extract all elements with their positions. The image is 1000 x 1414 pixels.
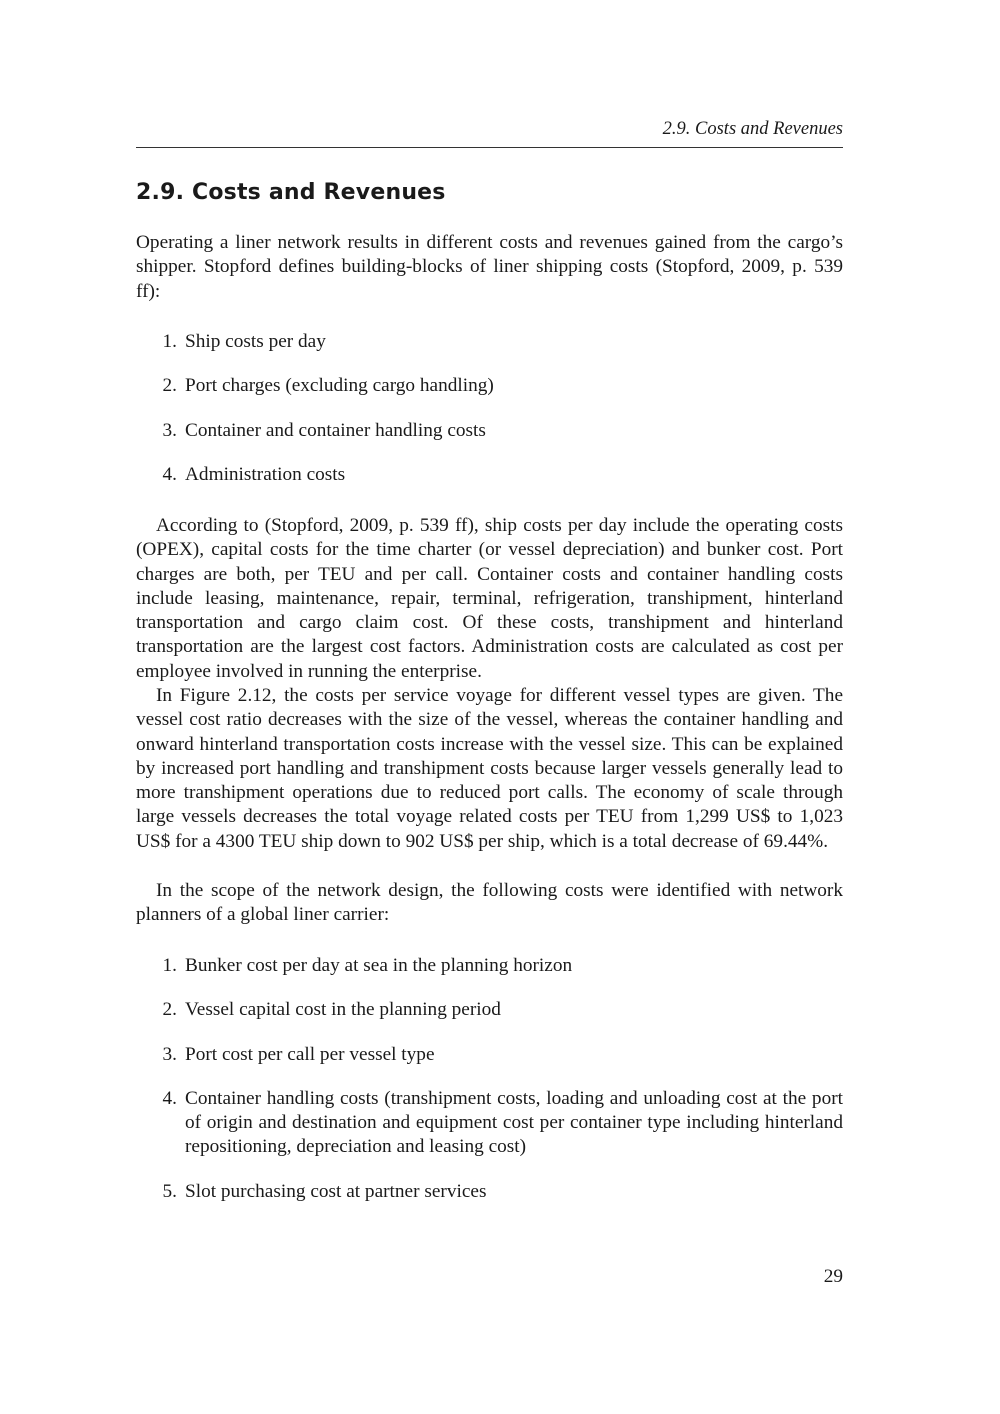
list-item-number: 2. <box>162 375 177 397</box>
list-item <box>136 374 843 398</box>
list-item-text: Container handling costs (transhipment costs, loading and unloading cost at the port of origin and destination and equipment cost per container type including hinterland repositioning, depreciation and leasing cost) <box>185 1087 843 1158</box>
list-item <box>136 463 843 487</box>
intro-paragraph: Operating a liner network results in different costs and revenues gained from the cargo’s shipper. Stopford defines building-blocks of liner shipping costs (Stopford, 2009, p. 539 ff): <box>136 232 843 302</box>
list-item <box>136 330 843 354</box>
cost-blocks-list <box>136 330 843 487</box>
list-item <box>136 419 843 443</box>
list-item-text: Bunker cost per day at sea in the planning horizon <box>185 955 573 976</box>
list-item <box>136 1043 843 1067</box>
identified-costs-list <box>136 954 843 1204</box>
section-title: 2.9. Costs and Revenues <box>136 180 446 205</box>
running-header: 2.9. Costs and Revenues <box>662 119 843 139</box>
list-item-text: Container and container handling costs <box>185 419 486 441</box>
list-item-text: Port cost per call per vessel type <box>185 1043 435 1065</box>
list-item-number: 4. <box>162 1087 177 1109</box>
list-item-number: 3. <box>162 419 177 441</box>
body-paragraph: According to (Stopford, 2009, p. 539 ff), ship costs per day include the operating costs (OPEX), capital costs for the time charter (or vessel depreciation) and bunker cost. Port charges are both, per TEU and per call. Container costs and container handling costs include leasing, maintenance, repair, terminal, refrigeration, transhipment, hinterland transportation and cargo claim cost. Of these costs, transhipment and hinterland transportation are the largest cost factors. Administration costs are calculated as cost per employee involved in running the enterprise. <box>136 515 843 682</box>
list-item-number: 1. <box>162 331 177 352</box>
list-item-number: 4. <box>162 463 177 485</box>
list-item <box>136 998 843 1022</box>
list-item-text: Vessel capital cost in the planning period <box>185 999 501 1021</box>
header-rule <box>136 147 843 148</box>
body-paragraph: In Figure 2.12, the costs per service voyage for different vessel types are given. The vessel cost ratio decreases with the size of the vessel, whereas the container handling and onward hinterland transportation costs increase with the vessel size. This can be explained by increased port handling and transhipment costs because larger vessels generally lead to more transhipment operations due to reduced port calls. The economy of scale through large vessels decreases the total voyage related costs per TEU from 1,299 US$ to 1,023 US$ for a 4300 TEU ship down to 902 US$ per ship, which is a total decrease of 69.44%. <box>136 685 843 852</box>
list-item-text: Slot purchasing cost at partner services <box>185 1180 487 1202</box>
list-item <box>136 1087 843 1160</box>
list-item-number: 3. <box>162 1043 177 1065</box>
list-item-number: 5. <box>162 1180 177 1202</box>
body-paragraph: In the scope of the network design, the following costs were identified with network planners of a global liner carrier: <box>136 880 843 926</box>
list-item-number: 2. <box>162 999 177 1021</box>
list-item-text: Port charges (excluding cargo handling) <box>185 375 494 397</box>
list-item <box>136 1180 843 1204</box>
list-item-text: Administration costs <box>185 463 346 485</box>
list-item-number: 1. <box>162 955 177 976</box>
page-number: 29 <box>823 1266 843 1287</box>
list-item-text: Ship costs per day <box>185 331 326 352</box>
list-item <box>136 954 843 978</box>
